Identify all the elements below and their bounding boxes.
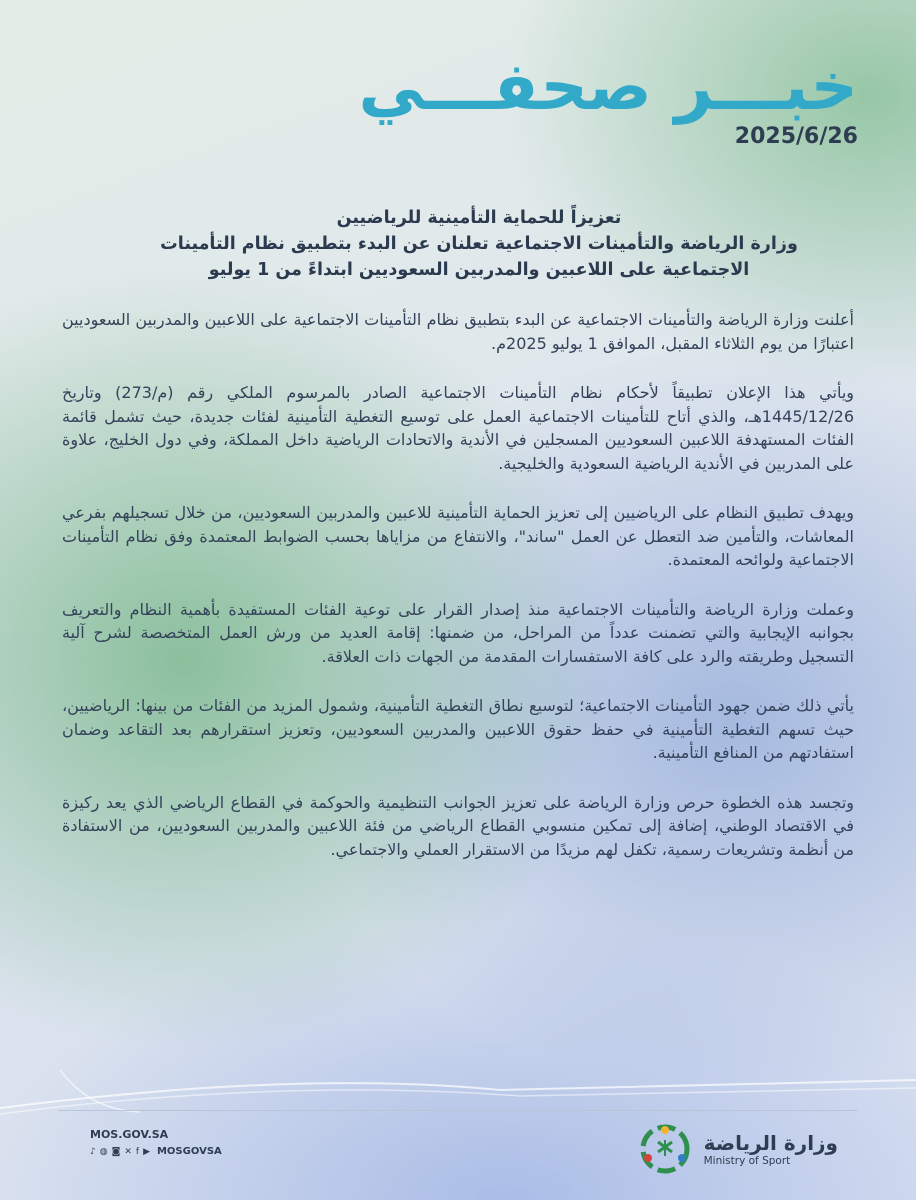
- x-icon[interactable]: ✕: [124, 1146, 132, 1157]
- date: 2025/6/26: [734, 124, 858, 149]
- social-bar: [90, 1146, 222, 1157]
- paragraph: وتجسد هذه الخطوة حرص وزارة الرياضة على تعزيز الجوانب التنظيمية والحوكمة في القطاع الرياضي الذي يعد ركيزة في الاقتصاد الوطني، إضافة إلى تمكين منسوبي القطاع الرياضي من فئة اللاعبين والمدربين السعوديين، من الاستفادة من أنظمة وتشريعات رسمية، تكفل لهم مزيدًا من الاستقرار العملي والاجتماعي.: [62, 792, 854, 859]
- ministry-logo: [636, 1120, 838, 1178]
- headline-line-3: الاجتماعية على اللاعبين والمدربين السعوديين ابتداءً من 1 يوليو: [208, 260, 750, 280]
- headline-line-2: وزارة الرياضة والتأمينات الاجتماعية تعلنان عن البدء بتطبيق نظام التأمينات: [160, 234, 798, 254]
- article-body: [62, 308, 854, 887]
- headline: [100, 205, 858, 283]
- tiktok-icon[interactable]: ♪: [90, 1146, 96, 1157]
- logo-arabic-text: وزارة الرياضة: [703, 1131, 838, 1155]
- website-link[interactable]: MOS.GOV.SA: [90, 1128, 169, 1141]
- facebook-icon[interactable]: f: [135, 1146, 140, 1157]
- logo-english-text: Ministry of Sport: [703, 1155, 791, 1167]
- paragraph: ويهدف تطبيق النظام على الرياضيين إلى تعزيز الحماية التأمينية للاعبين والمدربين السعوديين، من خلال تسجيلهم بفرعي المعاشات، والتأمين ضد التعطل عن العمل "ساند"، والانتفاع من مزاياها بحسب الضوابط المعتمدة وفق نظام التأمينات الاجتماعية ولوائحه المعتمدة.: [62, 503, 854, 569]
- paragraph: وعملت وزارة الرياضة والتأمينات الاجتماعية منذ إصدار القرار على توعية الفئات المستفيدة بأهمية النظام والتعريف بجوانبه الإيجابية والتي تضمنت عدداً من المراحل، من ضمنها: إقامة العديد من ورش العمل المتخصصة لشرح آلية التسجيل وطريقته والرد على كافة الاستفسارات المقدمة من الجهات ذات العلاقة.: [62, 599, 854, 666]
- footer-divider: [58, 1110, 858, 1111]
- snapchat-icon[interactable]: ◍: [99, 1146, 108, 1157]
- social-handle[interactable]: MOSGOVSA: [156, 1146, 222, 1157]
- page-title: خبـــر صحفـــي: [358, 48, 858, 125]
- youtube-icon[interactable]: ▶: [143, 1146, 150, 1157]
- instagram-icon[interactable]: ◙: [111, 1146, 121, 1157]
- ministry-emblem-icon: [636, 1120, 694, 1178]
- paragraph: أعلنت وزارة الرياضة والتأمينات الاجتماعية عن البدء بتطبيق نظام التأمينات الاجتماعية على اللاعبين والمدربين السعوديين اعتبارًا من يوم الثلاثاء المقبل، الموافق 1 يوليو 2025م.: [62, 310, 854, 353]
- paragraph: ويأتي هذا الإعلان تطبيقاً لأحكام نظام التأمينات الاجتماعية الصادر بالمرسوم الملكي رقم (م/273) وتاريخ 1445/12/26هـ، والذي أتاح للتأمينات الاجتماعية العمل على توسيع التغطية التأمينية لفئات جديدة، حيث تشمل قائمة الفئات المستهدفة اللاعبين السعوديين المسجلين في الأندية والاتحادات الرياضية داخل المملكة، وفي دول الخليج، علاوة على المدربين في الأندية الرياضية السعودية والخليجية.: [62, 383, 855, 473]
- headline-line-1: تعزيزاً للحماية التأمينية للرياضيين: [336, 208, 622, 228]
- paragraph: يأتي ذلك ضمن جهود التأمينات الاجتماعية؛ لتوسيع نطاق التغطية التأمينية، وشمول المزيد من الفئات من بينها: الرياضيين، حيث تسهم التغطية التأمينية في حفظ حقوق اللاعبين والمدربين السعوديين، وتعزيز استقرارهم بعد التقاعد وضمان استفادتهم من المنافع التأمينية.: [62, 696, 854, 762]
